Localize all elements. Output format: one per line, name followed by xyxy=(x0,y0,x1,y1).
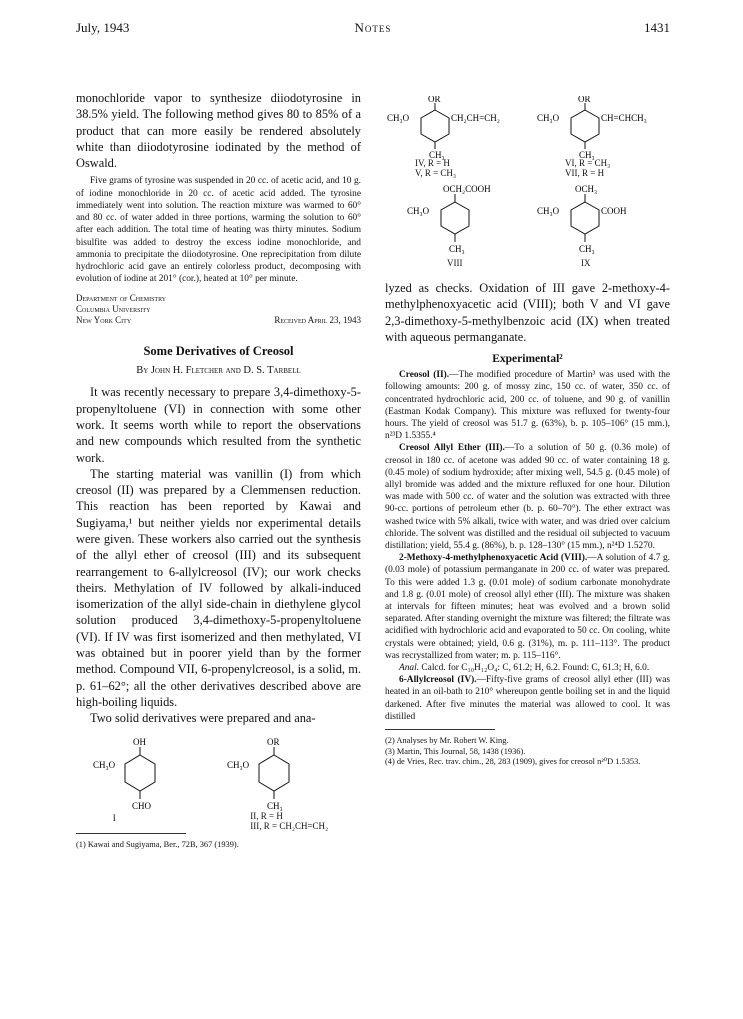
footnote-rule-right xyxy=(385,729,495,730)
footnote-rule xyxy=(76,833,186,834)
affiliation-dept: Department of Chemistry xyxy=(76,293,167,304)
structures-block-right xyxy=(385,96,670,280)
compound-label-v: V, R = CH₃ xyxy=(415,168,457,178)
benzene-ring-diagram xyxy=(537,184,667,262)
body-paragraph-2: The starting material was vanillin (I) from which creosol (II) was prepared by a Clemmensen reduction. This reaction has been reported by Kawai and Sugiyama,¹ but neither yields nor experimental details were given. These workers also carried out the synthesis of the allyl ether of creosol (III) and its subsequent rearrangement to 6-allylcreosol (IV); our work checks theirs. Methylation of IV followed by alkali-induced isomerization of the allyl side-chain in diethylene glycol solution produced 3,4-dimethoxy-5-propenyltoluene (VI). If IV was first isomerized and then methylated, VI was obtained but in poorer yield than by the former method. Compound VII, 6-propenylcreosol, is a solid, m. p. 61–62°; all the other derivatives described above are high-boiling liquids. xyxy=(76,466,361,709)
header-date: July, 1943 xyxy=(76,20,130,35)
substituent-top: OCH₂COOH xyxy=(443,184,491,194)
analysis-label: Anal. xyxy=(399,663,420,674)
structure-dimethoxybenzoic-acid xyxy=(537,184,667,268)
left-column xyxy=(76,90,361,850)
structure-phenoxyacetic-acid xyxy=(405,184,535,268)
compound-label-ii: II, R = H xyxy=(250,810,283,821)
allylcreosol-heading: 6-Allylcreosol (IV). xyxy=(399,675,477,686)
substituent-top: OH xyxy=(132,736,146,747)
allylcreosol-text: —Fifty-five grams of creosol allyl ether (III) was heated in an oil-bath to 210° whereupon gentle boiling set in and the liquid darkened. After five minutes the material was allowed to cool. It was distilled xyxy=(385,675,671,722)
compound-label-viii: VIII xyxy=(447,258,463,268)
header-section: Notes xyxy=(354,20,392,35)
benzene-ring-diagram xyxy=(537,96,673,166)
body-paragraph-1: It was recently necessary to prepare 3,4-dimethoxy-5-propenyltoluene (VI) in connection with some other work. It seems worth while to report the observations and new compounds which resulted from the synthetic work. xyxy=(76,385,361,465)
intro-paragraph: monochloride vapor to synthesize diiodotyrosine in 38.5% yield. The following method gives 80 to 85% of a product that can more easily be rendered absolutely white than diiodotyrosine iodinated by the method of Oswald. xyxy=(76,91,361,171)
substituent-bottom: CH₃ xyxy=(429,150,445,160)
article-title: Some Derivatives of Creosol xyxy=(143,344,294,359)
body-paragraph-right-1: lyzed as checks. Oxidation of III gave 2-methoxy-4-methylphenoxyacetic acid (VIII); both V and VI gave 2,3-dimethoxy-5-methylbenzoic acid (IX) when treated with aqueous permanganate. xyxy=(385,281,670,344)
header-page-number: 1431 xyxy=(644,20,670,35)
procedure-paragraph: Five grams of tyrosine was suspended in 20 cc. of acetic acid, and 10 g. of iodine monochloride in 20 cc. of acetic acid added. The tyrosine immediately went into solution. The reaction mixture was warmed to 60° and 80 cc. of water added in three portions, warming the solution to 60° after each addition. The total time of heating was thirty minutes. Sodium bisulfite was added to destroy the excess iodine monochloride, and ammonia to precipitate the diiodotyrosine. One reprecipitation from dilute hydrochloric acid gave an entirely colorless product, decomposing with evolution of iodine at 201° (cor.), heated at 10° per minute. xyxy=(76,176,361,285)
article-authors: By John H. Fletcher and D. S. Tarbell xyxy=(136,365,301,377)
substituent-left: CH₃O xyxy=(387,113,410,123)
compound-labels xyxy=(565,158,610,178)
footnote-1: (1) Kawai and Sugiyama, Ber., 72B, 367 (1939). xyxy=(76,839,239,849)
substituent-right: CH₂CH=CH₂ xyxy=(451,113,500,123)
creosol-text: —The modified procedure of Martin³ was used with the following amounts: 200 g. of mossy zinc, 150 cc. of water, 350 cc. of concentrated hydrochloric acid, 200 cc. of toluene, and 90 g. of vanillin (Eastman Kodak Company). This mixture was refluxed for twenty-four hours. The yield of creosol was 51.7 g. (63%), b. p. 105–106° (15 mm.), n²³D 1.5355.⁴ xyxy=(385,370,671,442)
affiliation-univ: Columbia University xyxy=(76,304,151,315)
running-header xyxy=(76,20,670,38)
benzene-ring-diagram xyxy=(212,735,352,813)
analysis-text: Calcd. for C₁₀H₁₂O₄: C, 61.2; H, 6.2. Found: C, 61.3; H, 6.0. xyxy=(419,663,650,674)
experimental-allylcreosol xyxy=(385,674,670,723)
structures-row-left xyxy=(76,735,361,831)
affiliation-block xyxy=(76,293,361,326)
compound-label-ix: IX xyxy=(581,258,591,268)
substituent-right: COOH xyxy=(601,206,627,216)
phenoxyacetic-heading: 2-Methoxy-4-methylphenoxyacetic Acid (VIII). xyxy=(399,553,588,564)
experimental-allyl-ether xyxy=(385,442,670,552)
substituent-left: CH₃O xyxy=(92,759,115,770)
compound-label-iii: III, R = CH₂CH=CH₂ xyxy=(250,820,329,831)
footnote-2: (2) Analyses by Mr. Robert W. King. xyxy=(385,736,509,746)
compound-label: I xyxy=(112,812,116,823)
phenoxyacetic-text: —A solution of 4.7 g. (0.03 mole) of potassium permanganate in 200 cc. of water was prepared. To this were added 1.3 g. (0.01 mole) of sodium carbonate monohydrate and 1.8 g. (0.01 mole) of creosol allyl ether (III). The mixture was shaken at intervals for fifteen minutes; heat was evolved and a brown solid separated. After standing overnight the mixture was filtered; the filtrate was acidified with hydrochloric acid and evaporated to 50 cc. On cooling, white crystals were obtained; yield, 0.6 g. (31%), m. p. 111–113°. The product was recrystallized from water; m. p. 115–116°. xyxy=(385,553,670,661)
right-column xyxy=(385,96,670,768)
experimental-creosol xyxy=(385,369,670,442)
substituent-bottom: CH₃ xyxy=(267,800,283,811)
footnote-3: (3) Martin, This Journal, 58, 1438 (1936). xyxy=(385,746,526,756)
experimental-heading: Experimental² xyxy=(492,353,563,366)
creosol-heading: Creosol (II). xyxy=(399,370,450,381)
body-paragraph-3: Two solid derivatives were prepared and ana- xyxy=(90,711,316,726)
compound-label-vi: VI, R = CH₃ xyxy=(565,158,611,168)
compound-labels xyxy=(250,811,328,831)
substituent-bottom: CH₃ xyxy=(449,244,465,254)
substituent-left: CH₃O xyxy=(537,113,560,123)
substituent-bottom: CHO xyxy=(131,800,151,811)
analysis-line xyxy=(385,662,670,674)
benzene-ring-diagram xyxy=(385,96,535,166)
affiliation-city: New York City xyxy=(76,315,132,326)
structure-vanillin xyxy=(85,735,195,827)
compound-label-iv: IV, R = H xyxy=(415,158,450,168)
substituent-top: OR xyxy=(578,96,591,104)
substituent-bottom: CH₃ xyxy=(579,150,595,160)
compound-labels xyxy=(415,158,456,178)
experimental-phenoxyacetic xyxy=(385,552,670,662)
substituent-bottom: CH₃ xyxy=(579,244,595,254)
benzene-ring-diagram xyxy=(405,184,535,262)
substituent-left: CH₃O xyxy=(537,206,560,216)
allyl-ether-text: —To a solution of 50 g. (0.36 mole) of creosol in 180 cc. of acetone was added 90 cc. of water containing 18 g. (0.45 mole) of sodium hydroxide; after mixing well, 54.5 g. (0.45 mole) of allyl bromide was added and the mixture refluxed for one hour. Dilution was made with 500 cc. of water and the solution was extracted with three 90-cc. portions of petroleum ether (b. p. 60–70°). The ether extract was washed twice with 5% alkali, twice with water, and was dried over calcium chloride. The solvent was distilled and the residual oil subjected to vacuum distillation; yield, 55.4 g. (86%), b. p. 128–130° (15 mm.), n²⁴D 1.5270. xyxy=(385,443,670,552)
substituent-top: OR xyxy=(428,96,441,104)
substituent-top: OCH₃ xyxy=(575,184,598,194)
benzene-ring-diagram xyxy=(85,735,195,813)
substituent-right: CH=CHCH₃ xyxy=(601,113,647,123)
footnote-4: (4) de Vries, Rec. trav. chim., 28, 283 (1909), gives for creosol n²⁰D 1.5353. xyxy=(385,757,641,767)
substituent-left: CH₃O xyxy=(227,759,250,770)
substituent-top: OR xyxy=(267,736,280,747)
allyl-ether-heading: Creosol Allyl Ether (III). xyxy=(399,443,505,454)
received-date: Received April 23, 1943 xyxy=(274,315,361,326)
compound-label-vii: VII, R = H xyxy=(565,168,605,178)
structure-propenylcreosol xyxy=(537,96,673,178)
structure-creosol xyxy=(212,735,352,831)
structure-allylcreosol xyxy=(385,96,535,178)
substituent-left: CH₃O xyxy=(407,206,430,216)
